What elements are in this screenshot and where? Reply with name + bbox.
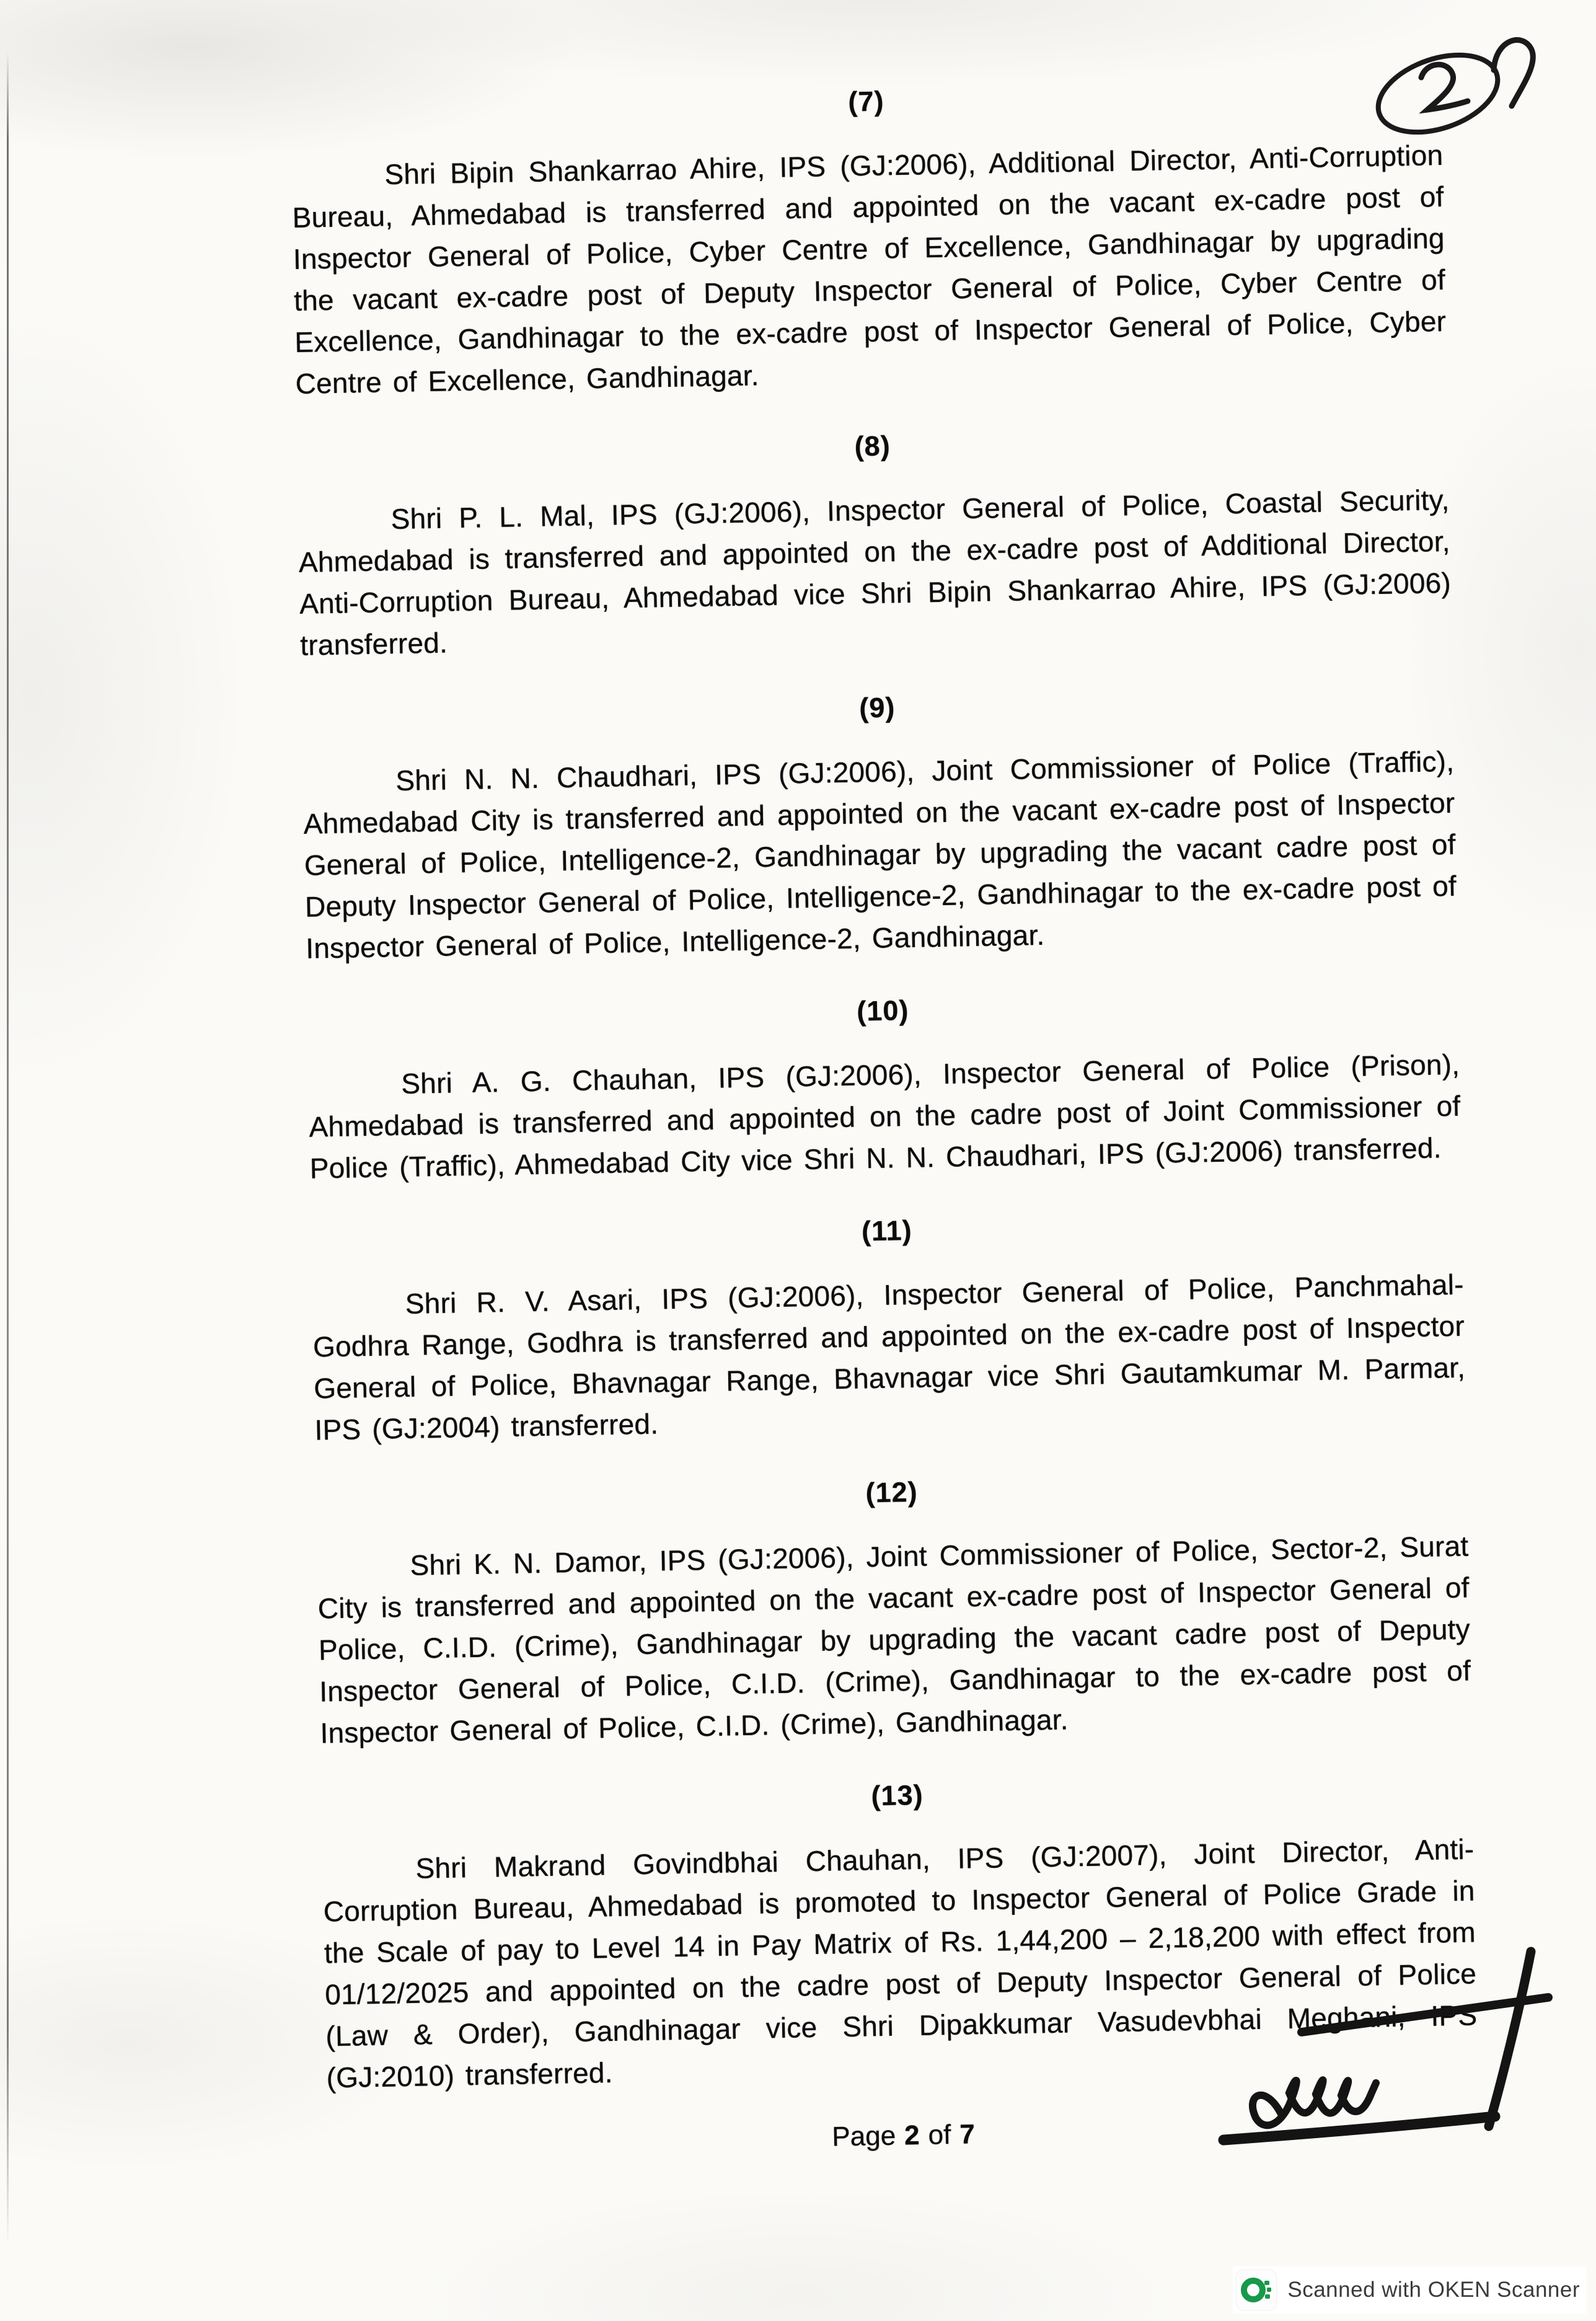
order-text-block <box>290 75 1479 2162</box>
paragraph-text: Shri N. N. Chaudhari, IPS (GJ:2006), Joint Commissioner of Police (Traffic), Ahmedabad City is transferred and appointed on the vacant ex-cadre post of Inspector General of Police, Intelligence-2, Gandhinagar by upgrading the vacant cadre post of Deputy Inspector General of Police, Intelligence-2, Gandhinagar to the ex-cadre post of Inspector General of Police, Intelligence-2, Gandhinagar. <box>303 745 1457 965</box>
paragraph-number: (9) <box>858 691 896 724</box>
paragraph-text: Shri K. N. Damor, IPS (GJ:2006), Joint Commissioner of Police, Sector-2, Surat City is transferred and appointed on the vacant ex-cadre post of Inspector General of Police, C.I.D. (Crime), Gandhinagar by upgrading the vacant cadre post of Deputy Inspector General of Police, C.I.D. (Crime), Gandhinagar to the ex-cadre post of Inspector General of Police, C.I.D. (Crime), Gandhinagar. <box>317 1529 1471 1749</box>
signature <box>1209 1940 1568 2164</box>
order-paragraph-8 <box>296 420 1452 666</box>
paragraph-number: (7) <box>848 85 884 118</box>
paragraph-text: Shri R. V. Asari, IPS (GJ:2006), Inspector General of Police, Panchmahal-Godhra Range, Godhra is transferred and appointed on the ex-cadre post of Inspector General of Police, Bhavnagar Range, Bhavnagar vice Shri Gautamkumar M. Parmar, IPS (GJ:2004) transferred. <box>312 1268 1466 1446</box>
paragraph-text: Shri P. L. Mal, IPS (GJ:2006), Inspector General of Police, Coastal Security, Ahmedabad is transferred and appointed on the ex-cadre post of Additional Director, Anti-Corruption Bureau, Ahmedabad vice Shri Bipin Shankarrao Ahire, IPS (GJ:2006) transferred. <box>298 483 1452 661</box>
paragraph-text: Shri A. G. Chauhan, IPS (GJ:2006), Inspector General of Police (Prison), Ahmedabad is transferred and appointed on the cadre post of Joint Commissioner of Police (Traffic), Ahmedabad City vice Shri N. N. Chaudhari, IPS (GJ:2006) transferred. <box>309 1048 1461 1185</box>
scanner-credit <box>1233 2266 1586 2314</box>
paragraph-number: (10) <box>856 994 909 1027</box>
order-paragraph-7 <box>290 75 1447 405</box>
paragraph-text: Shri Makrand Govindbhai Chauhan, IPS (GJ:2007), Joint Director, Anti-Corruption Bureau, Ahmedabad is promoted to Inspector General of Police Grade in the Scale of pay to Level 14 in Pay Matrix of Rs. 1,44,200 – 2,18,200 with effect from 01/12/2025 and appointed on the cadre post of Deputy Inspector General of Police (Law & Order), Gandhinagar vice Shri Dipakkumar Vasudevbhai Meghani, IPS (GJ:2010) transferred. <box>323 1832 1478 2094</box>
order-paragraph-11 <box>311 1205 1466 1451</box>
page-indicator-separator: of <box>928 2120 951 2151</box>
paragraph-number: (11) <box>861 1214 913 1247</box>
paragraph-number: (12) <box>865 1475 919 1509</box>
oken-scanner-icon <box>1237 2270 1276 2310</box>
order-paragraph-12 <box>315 1466 1472 1754</box>
page-indicator-total: 7 <box>959 2119 976 2150</box>
page-indicator-current: 2 <box>904 2120 920 2151</box>
order-paragraph-9 <box>301 681 1458 970</box>
paragraph-number: (13) <box>871 1779 924 1812</box>
scan-edge-artifact <box>7 52 9 2247</box>
scanner-credit-text: Scanned with OKEN Scanner <box>1287 2278 1580 2302</box>
order-paragraph-10 <box>307 984 1462 1190</box>
page-indicator-prefix: Page <box>831 2120 896 2152</box>
paragraph-number: (8) <box>854 430 891 462</box>
paragraph-text: Shri Bipin Shankarrao Ahire, IPS (GJ:2006), Additional Director, Anti-Corruption Bureau, Ahmedabad is transferred and appointed on the vacant ex-cadre post of Inspector General of Police, Cyber Centre of Excellence, Gandhinagar by upgrading the vacant ex-cadre post of Deputy Inspector General of Police, Cyber Centre of Excellence, Gandhinagar to the ex-cadre post of Inspector General of Police, Cyber Centre of Excellence, Gandhinagar. <box>292 138 1447 400</box>
